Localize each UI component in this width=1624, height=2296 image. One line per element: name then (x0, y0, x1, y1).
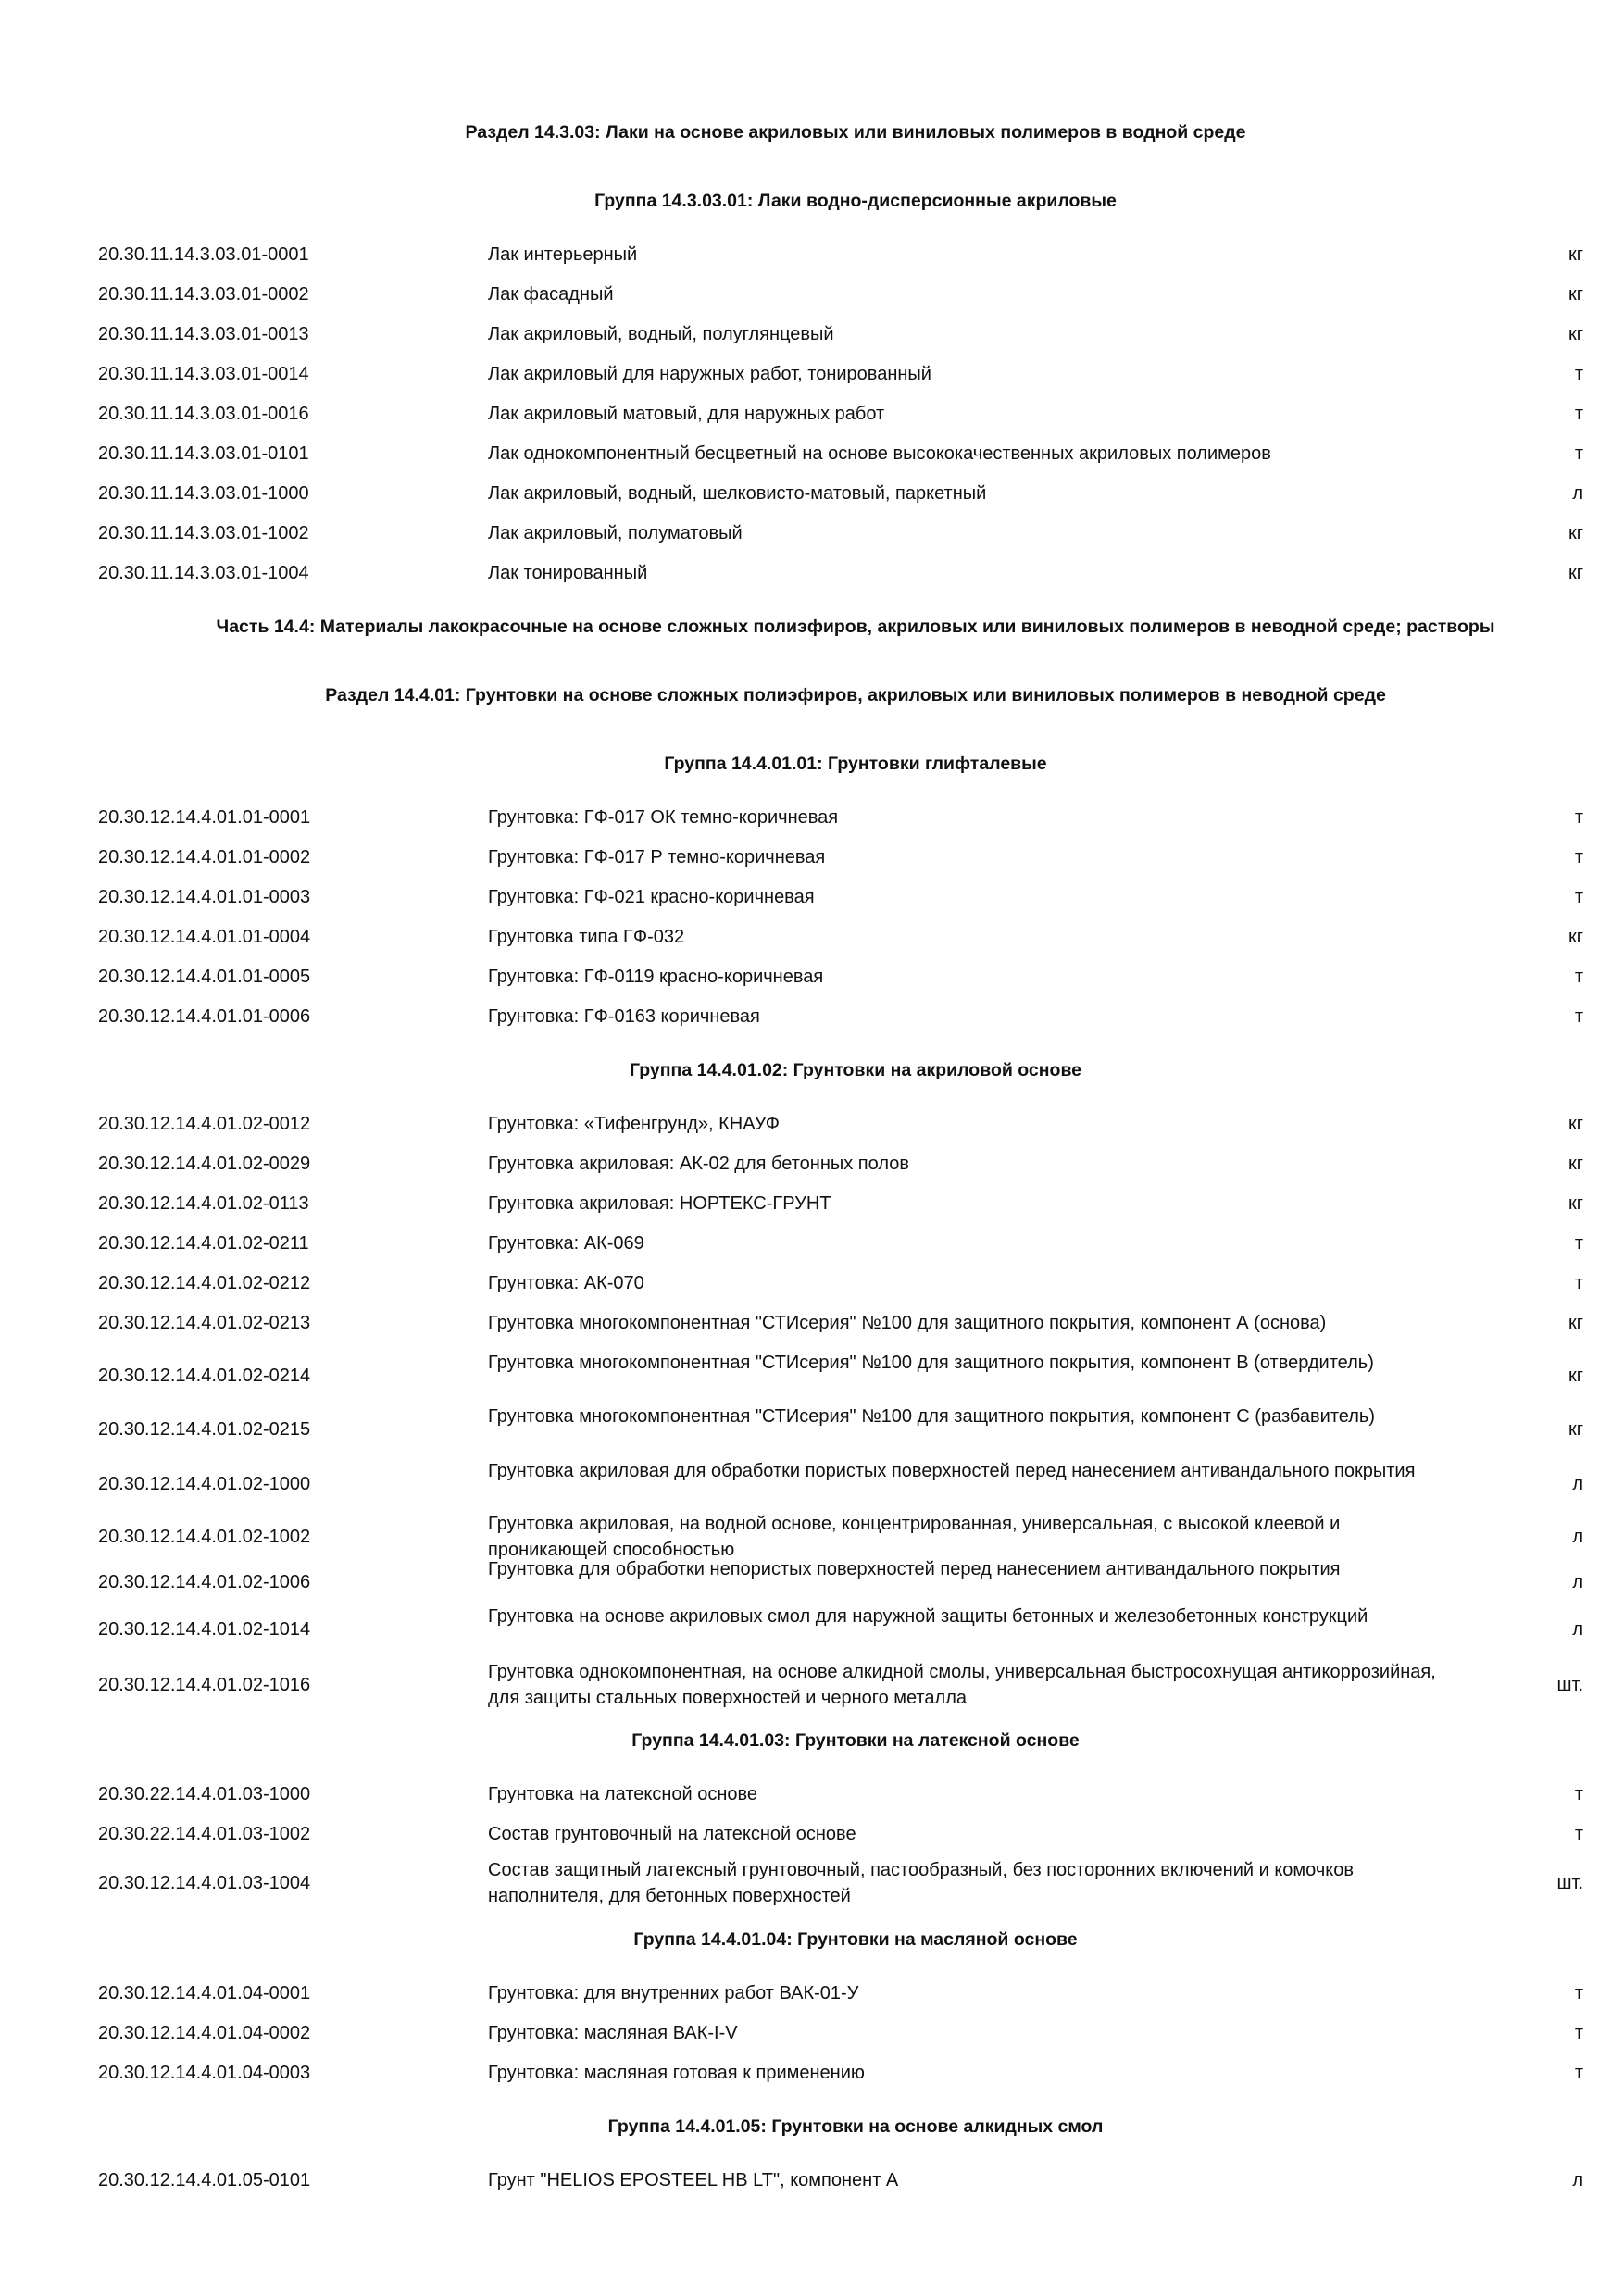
row-unit: т (1574, 2023, 1583, 2043)
row-name: Грунтовка акриловая: НОРТЕКС-ГРУНТ (488, 1193, 831, 1214)
row-name: Грунтовка на основе акриловых смол для наружной защиты бетонных и железобетонных конструкций (488, 1606, 1368, 1627)
row-unit: кг (1568, 1419, 1583, 1440)
row-code: 20.30.12.14.4.01.04-0003 (98, 2063, 311, 2083)
row-name: Грунтовка для обработки непористых поверхностей перед нанесением антивандального покрытия (488, 1559, 1341, 1579)
row-unit: кг (1568, 523, 1583, 543)
row-code: 20.30.11.14.3.03.01-0101 (98, 443, 309, 464)
row-unit: л (1572, 1527, 1583, 1547)
row-code: 20.30.12.14.4.01.03-1004 (98, 1873, 311, 1893)
row-code: 20.30.12.14.4.01.02-1014 (98, 1619, 311, 1640)
row-code: 20.30.11.14.3.03.01-0002 (98, 284, 309, 305)
row-code: 20.30.12.14.4.01.05-0101 (98, 2170, 311, 2190)
row-unit: шт. (1556, 1675, 1583, 1695)
row-code: 20.30.11.14.3.03.01-0001 (98, 244, 309, 265)
row-code: 20.30.12.14.4.01.01-0004 (98, 927, 311, 947)
row-code: 20.30.12.14.4.01.02-0212 (98, 1273, 311, 1293)
row-name: Грунтовка: АК-069 (488, 1233, 644, 1254)
row-code: 20.30.12.14.4.01.04-0002 (98, 2023, 311, 2043)
row-code: 20.30.12.14.4.01.02-0012 (98, 1114, 311, 1134)
row-unit: кг (1568, 563, 1583, 583)
section-heading: Раздел 14.3.03: Лаки на основе акриловых или виниловых полимеров в водной среде (465, 122, 1246, 143)
row-code: 20.30.11.14.3.03.01-1004 (98, 563, 309, 583)
row-name: Лак тонированный (488, 563, 648, 583)
row-name: Лак акриловый, полуматовый (488, 523, 743, 543)
row-name: Грунтовка акриловая, на водной основе, концентрированная, универсальная, с высокой клеевой и проникающей способностью (488, 1514, 1341, 1560)
row-name: Лак однокомпонентный бесцветный на основе высококачественных акриловых полимеров (488, 443, 1271, 464)
row-unit: т (1574, 847, 1583, 867)
row-code: 20.30.12.14.4.01.01-0001 (98, 807, 311, 828)
row-code: 20.30.12.14.4.01.02-0113 (98, 1193, 309, 1214)
section-heading: Группа 14.4.01.04: Грунтовки на масляной основе (633, 1929, 1078, 1950)
row-unit: кг (1568, 1313, 1583, 1333)
row-unit: л (1572, 1619, 1583, 1640)
row-code: 20.30.12.14.4.01.02-1016 (98, 1675, 311, 1695)
section-heading: Группа 14.4.01.05: Грунтовки на основе алкидных смол (607, 2116, 1104, 2137)
row-unit: т (1574, 1006, 1583, 1027)
row-code: 20.30.12.14.4.01.02-1000 (98, 1474, 311, 1494)
row-name: Грунтовка: АК-070 (488, 1273, 644, 1293)
row-unit: кг (1568, 927, 1583, 947)
row-name: Лак фасадный (488, 284, 614, 305)
row-unit: т (1574, 1273, 1583, 1293)
row-name: Грунтовка: «Тифенгрунд», КНАУФ (488, 1114, 780, 1134)
row-name: Грунтовка акриловая для обработки пористых поверхностей перед нанесением антивандального покрытия (488, 1461, 1416, 1481)
row-name: Лак акриловый, водный, шелковисто-матовый, паркетный (488, 483, 987, 504)
row-name: Грунтовка: ГФ-017 Р темно-коричневая (488, 847, 826, 867)
row-code: 20.30.12.14.4.01.02-0215 (98, 1419, 311, 1440)
row-name: Грунтовка однокомпонентная, на основе алкидной смолы, универсальная быстросохнущая антикоррозийная, для защиты стальных поверхностей и черного металла (488, 1662, 1436, 1708)
row-name: Грунтовка: масляная ВАК-I-V (488, 2023, 738, 2043)
row-code: 20.30.11.14.3.03.01-1000 (98, 483, 309, 504)
row-name: Лак акриловый матовый, для наружных работ (488, 404, 885, 424)
row-unit: т (1574, 443, 1583, 464)
row-name: Состав защитный латексный грунтовочный, пастообразный, без посторонних включений и комочков наполнителя, для бетонных поверхностей (488, 1860, 1354, 1906)
row-unit: кг (1568, 1154, 1583, 1174)
row-name: Грунтовка: для внутренних работ ВАК-01-У (488, 1983, 859, 2003)
row-unit: т (1574, 1784, 1583, 1804)
section-heading: Группа 14.3.03.01: Лаки водно-дисперсионные акриловые (594, 191, 1117, 211)
row-code: 20.30.12.14.4.01.01-0005 (98, 967, 311, 987)
row-name: Грунтовка на латексной основе (488, 1784, 758, 1804)
row-code: 20.30.22.14.4.01.03-1000 (98, 1784, 311, 1804)
row-name: Лак интерьерный (488, 244, 638, 265)
section-heading: Группа 14.4.01.03: Грунтовки на латексной основе (631, 1730, 1080, 1751)
section-heading: Раздел 14.4.01: Грунтовки на основе сложных полиэфиров, акриловых или виниловых полимеров в неводной среде (325, 685, 1386, 705)
row-unit: т (1574, 1824, 1583, 1844)
row-name: Грунтовка: масляная готовая к применению (488, 2063, 865, 2083)
row-code: 20.30.12.14.4.01.02-1002 (98, 1527, 311, 1547)
row-unit: т (1574, 404, 1583, 424)
section-heading: Группа 14.4.01.02: Грунтовки на акриловой основе (629, 1060, 1082, 1080)
row-code: 20.30.11.14.3.03.01-1002 (98, 523, 309, 543)
row-unit: кг (1568, 284, 1583, 305)
row-unit: кг (1568, 1114, 1583, 1134)
row-code: 20.30.12.14.4.01.01-0002 (98, 847, 311, 867)
row-code: 20.30.12.14.4.01.02-0029 (98, 1154, 311, 1174)
row-unit: л (1572, 2170, 1583, 2190)
section-heading: Часть 14.4: Материалы лакокрасочные на основе сложных полиэфиров, акриловых или виниловых полимеров в неводной среде; растворы (216, 617, 1495, 637)
row-name: Лак акриловый, водный, полуглянцевый (488, 324, 834, 344)
row-code: 20.30.12.14.4.01.04-0001 (98, 1983, 311, 2003)
row-code: 20.30.11.14.3.03.01-0016 (98, 404, 309, 424)
row-code: 20.30.12.14.4.01.02-0211 (98, 1233, 309, 1254)
row-unit: кг (1568, 1366, 1583, 1386)
row-unit: т (1574, 887, 1583, 907)
row-name: Грунтовка акриловая: АК-02 для бетонных полов (488, 1154, 909, 1174)
row-unit: т (1574, 967, 1583, 987)
row-unit: л (1572, 483, 1583, 504)
row-name: Грунтовка типа ГФ-032 (488, 927, 685, 947)
row-unit: т (1574, 1233, 1583, 1254)
row-unit: т (1574, 364, 1583, 384)
row-code: 20.30.12.14.4.01.01-0003 (98, 887, 311, 907)
row-name: Лак акриловый для наружных работ, тонированный (488, 364, 931, 384)
row-name: Состав грунтовочный на латексной основе (488, 1824, 856, 1844)
row-name: Грунтовка: ГФ-017 ОК темно-коричневая (488, 807, 839, 828)
row-unit: л (1572, 1474, 1583, 1494)
row-code: 20.30.22.14.4.01.03-1002 (98, 1824, 311, 1844)
row-name: Грунт "HELIOS EPOSTEEL HB LT", компонент А (488, 2170, 899, 2190)
row-code: 20.30.12.14.4.01.01-0006 (98, 1006, 311, 1027)
row-unit: т (1574, 1983, 1583, 2003)
row-code: 20.30.12.14.4.01.02-0214 (98, 1366, 311, 1386)
row-unit: шт. (1556, 1873, 1583, 1893)
row-name: Грунтовка многокомпонентная "СТИсерия" №100 для защитного покрытия, компонент С (разбавитель) (488, 1406, 1375, 1427)
row-unit: кг (1568, 324, 1583, 344)
row-code: 20.30.12.14.4.01.02-1006 (98, 1572, 311, 1592)
row-name: Грунтовка: ГФ-0119 красно-коричневая (488, 967, 824, 987)
row-unit: т (1574, 807, 1583, 828)
row-code: 20.30.12.14.4.01.02-0213 (98, 1313, 311, 1333)
row-name: Грунтовка: ГФ-0163 коричневая (488, 1006, 760, 1027)
row-code: 20.30.11.14.3.03.01-0014 (98, 364, 309, 384)
row-name: Грунтовка: ГФ-021 красно-коричневая (488, 887, 815, 907)
row-name: Грунтовка многокомпонентная "СТИсерия" №100 для защитного покрытия, компонент В (отвердитель) (488, 1353, 1374, 1373)
section-heading: Группа 14.4.01.01: Грунтовки глифталевые (664, 754, 1047, 774)
row-unit: кг (1568, 244, 1583, 265)
row-unit: кг (1568, 1193, 1583, 1214)
row-name: Грунтовка многокомпонентная "СТИсерия" №100 для защитного покрытия, компонент А (основа) (488, 1313, 1327, 1333)
row-unit: л (1572, 1572, 1583, 1592)
row-unit: т (1574, 2063, 1583, 2083)
row-code: 20.30.11.14.3.03.01-0013 (98, 324, 309, 344)
